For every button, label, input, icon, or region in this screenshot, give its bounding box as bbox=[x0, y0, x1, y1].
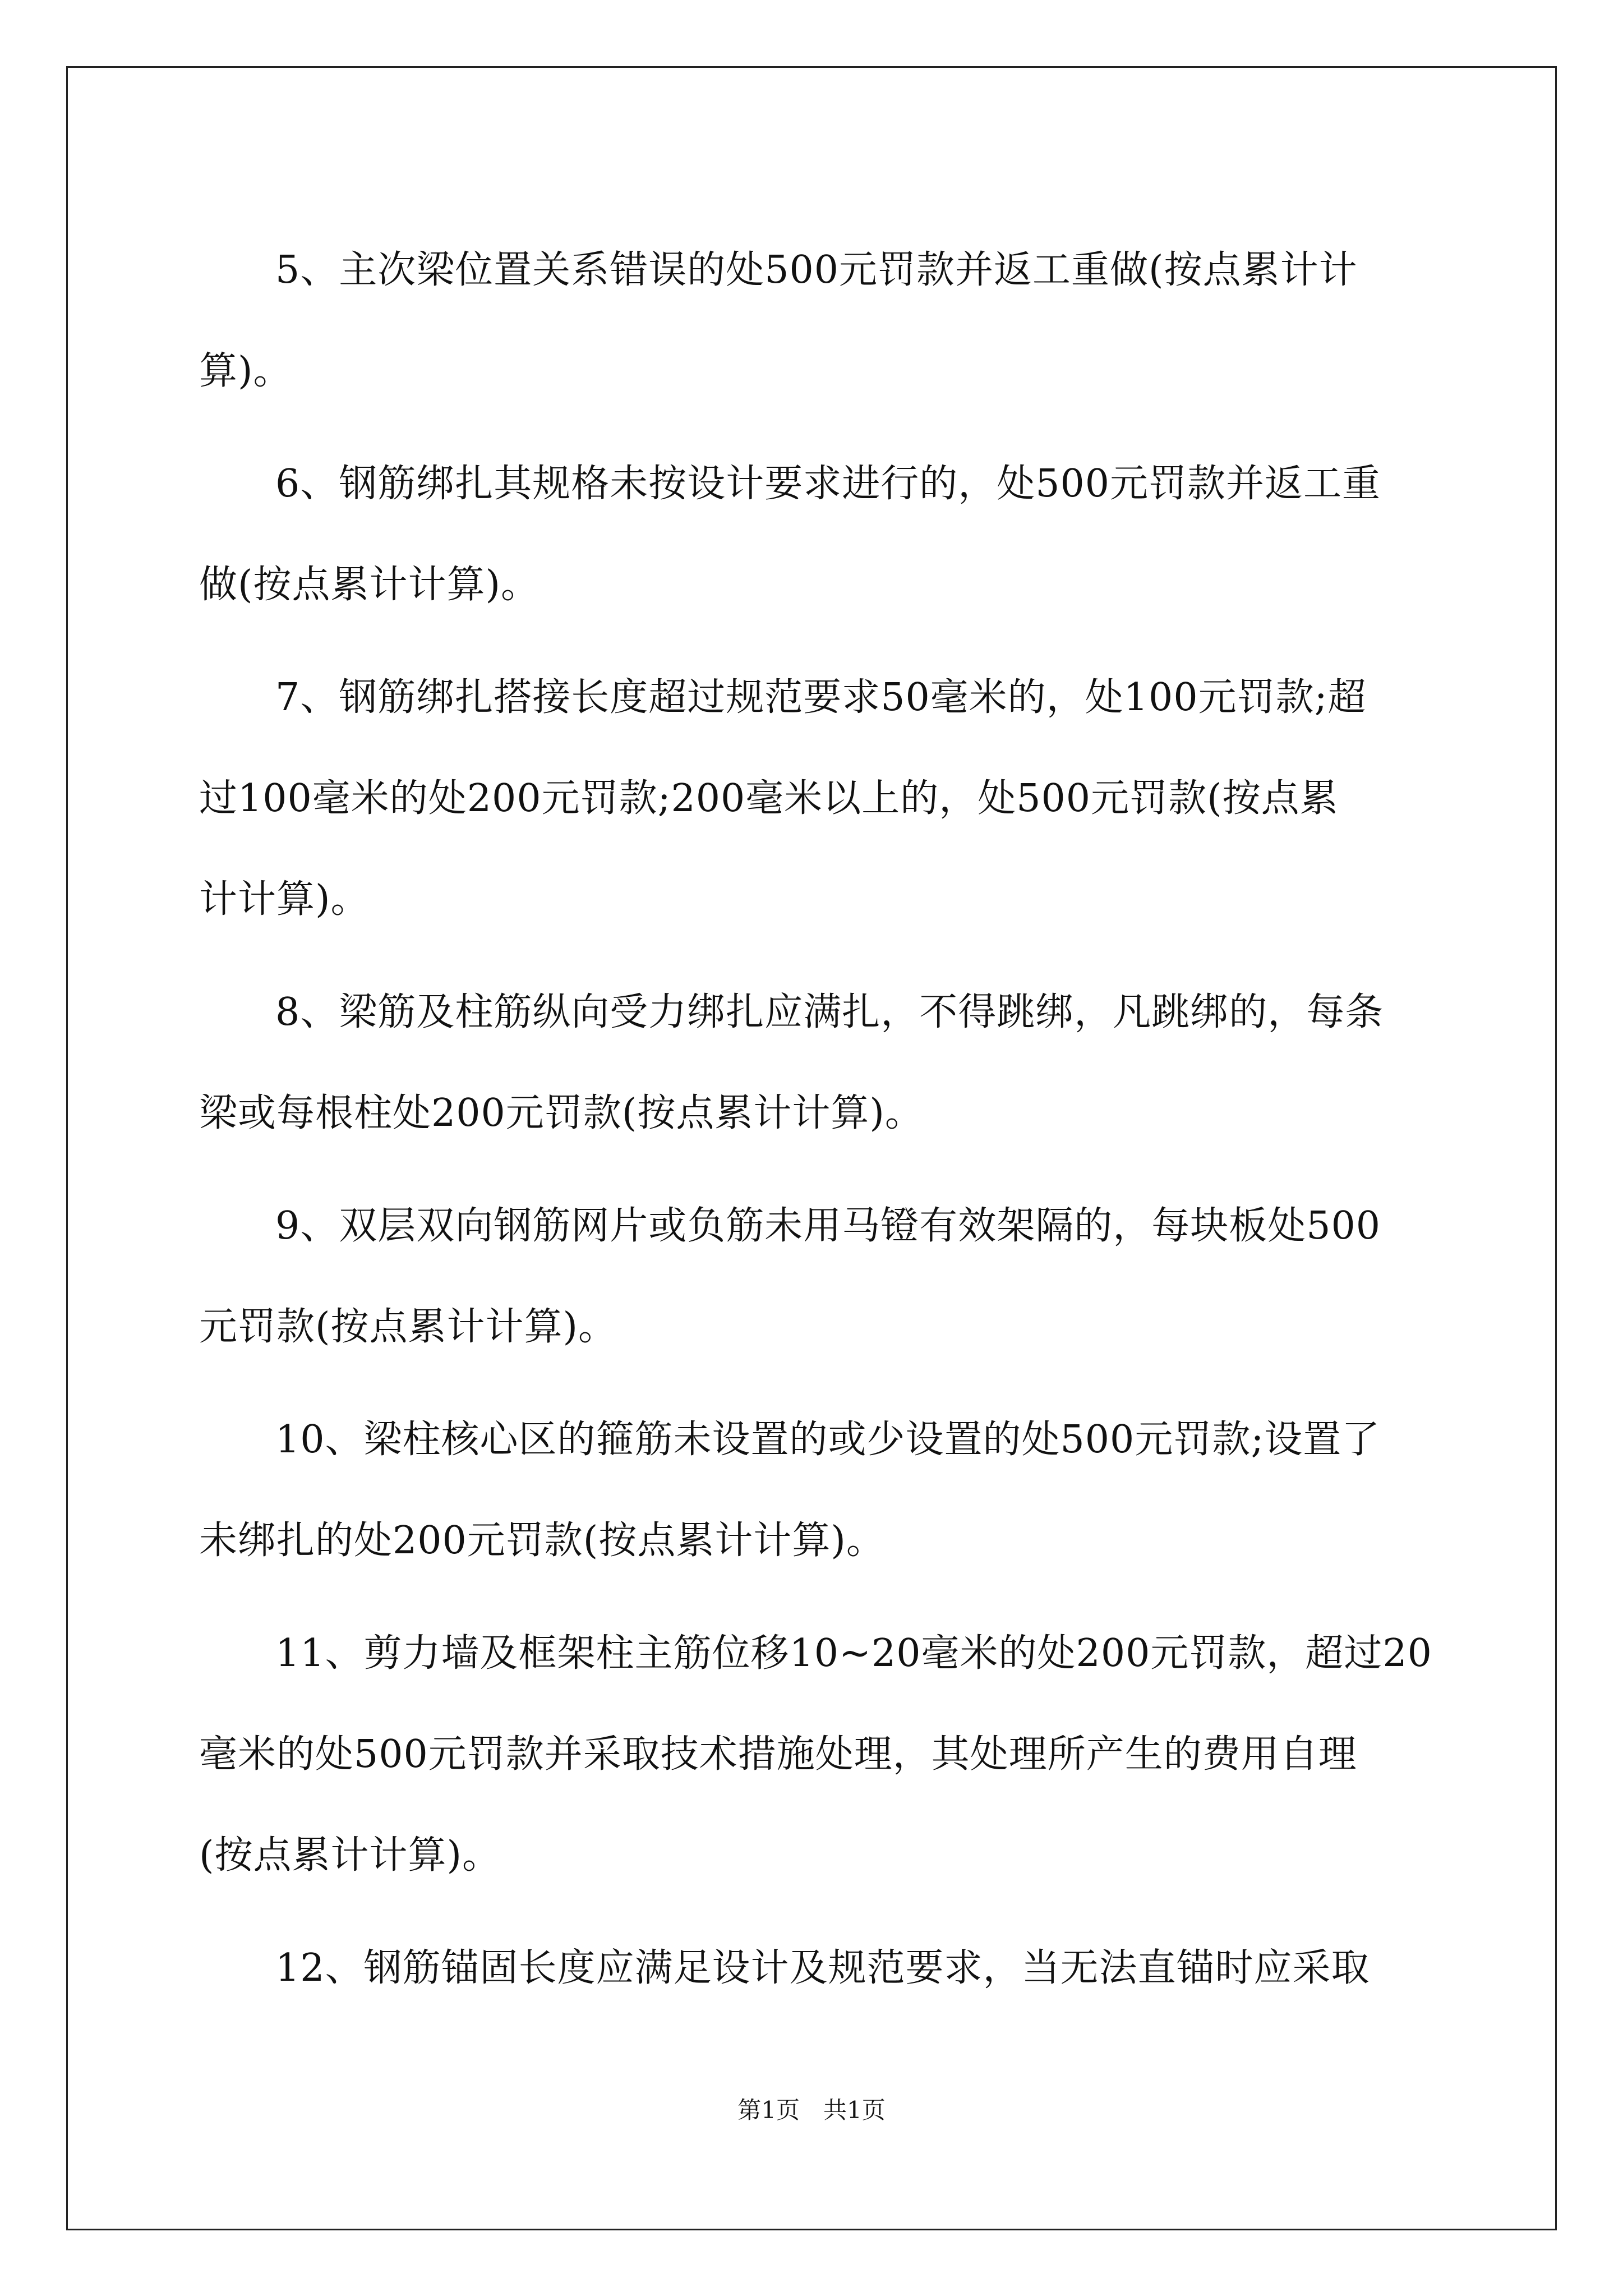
paragraph-line: 做(按点累计计算)。 bbox=[199, 563, 540, 607]
paragraph-line: 7、钢筋绑扎搭接长度超过规范要求50毫米的，处100元罚款;超 bbox=[275, 675, 1367, 720]
paragraph-line: 元罚款(按点累计计算)。 bbox=[199, 1305, 617, 1349]
paragraph-line: 9、双层双向钢筋网片或负筋未用马镫有效架隔的，每块板处500 bbox=[275, 1204, 1381, 1248]
paragraph-line: 8、梁筋及柱筋纵向受力绑扎应满扎，不得跳绑，凡跳绑的，每条 bbox=[275, 990, 1384, 1034]
page-footer: 第1页 共1页 bbox=[737, 2096, 886, 2124]
paragraph-line: 算)。 bbox=[199, 349, 292, 393]
paragraph-item-9 bbox=[199, 1176, 1438, 1378]
paragraph-line: (按点累计计算)。 bbox=[199, 1833, 501, 1878]
paragraph-item-11 bbox=[199, 1603, 1438, 1906]
paragraph-item-12 bbox=[199, 1918, 1438, 2019]
paragraph-line: 12、钢筋锚固长度应满足设计及规范要求，当无法直锚时应采取 bbox=[275, 1946, 1370, 1990]
paragraph-item-8 bbox=[199, 962, 1438, 1164]
paragraph-line: 未绑扎的处200元罚款(按点累计计算)。 bbox=[199, 1519, 885, 1563]
paragraph-item-7 bbox=[199, 647, 1438, 950]
paragraph-line: 6、钢筋绑扎其规格未按设计要求进行的，处500元罚款并返工重 bbox=[275, 462, 1381, 506]
paragraph-line: 毫米的处500元罚款并采取技术措施处理，其处理所产生的费用自理 bbox=[199, 1732, 1357, 1777]
paragraph-line: 11、剪力墙及框架柱主筋位移10~20毫米的处200元罚款，超过20 bbox=[275, 1631, 1432, 1676]
paragraph-item-5 bbox=[199, 220, 1438, 422]
paragraph-line: 梁或每根柱处200元罚款(按点累计计算)。 bbox=[199, 1091, 924, 1135]
paragraph-line: 10、梁柱核心区的箍筋未设置的或少设置的处500元罚款;设置了 bbox=[275, 1418, 1381, 1462]
paragraph-line: 过100毫米的处200元罚款;200毫米以上的，处500元罚款(按点累 bbox=[199, 776, 1339, 821]
paragraph-item-6 bbox=[199, 434, 1438, 636]
paragraph-line: 5、主次梁位置关系错误的处500元罚款并返工重做(按点累计计 bbox=[275, 248, 1358, 292]
paragraph-item-10 bbox=[199, 1389, 1438, 1591]
paragraph-line: 计计算)。 bbox=[199, 877, 370, 922]
document-body bbox=[199, 220, 1438, 2031]
